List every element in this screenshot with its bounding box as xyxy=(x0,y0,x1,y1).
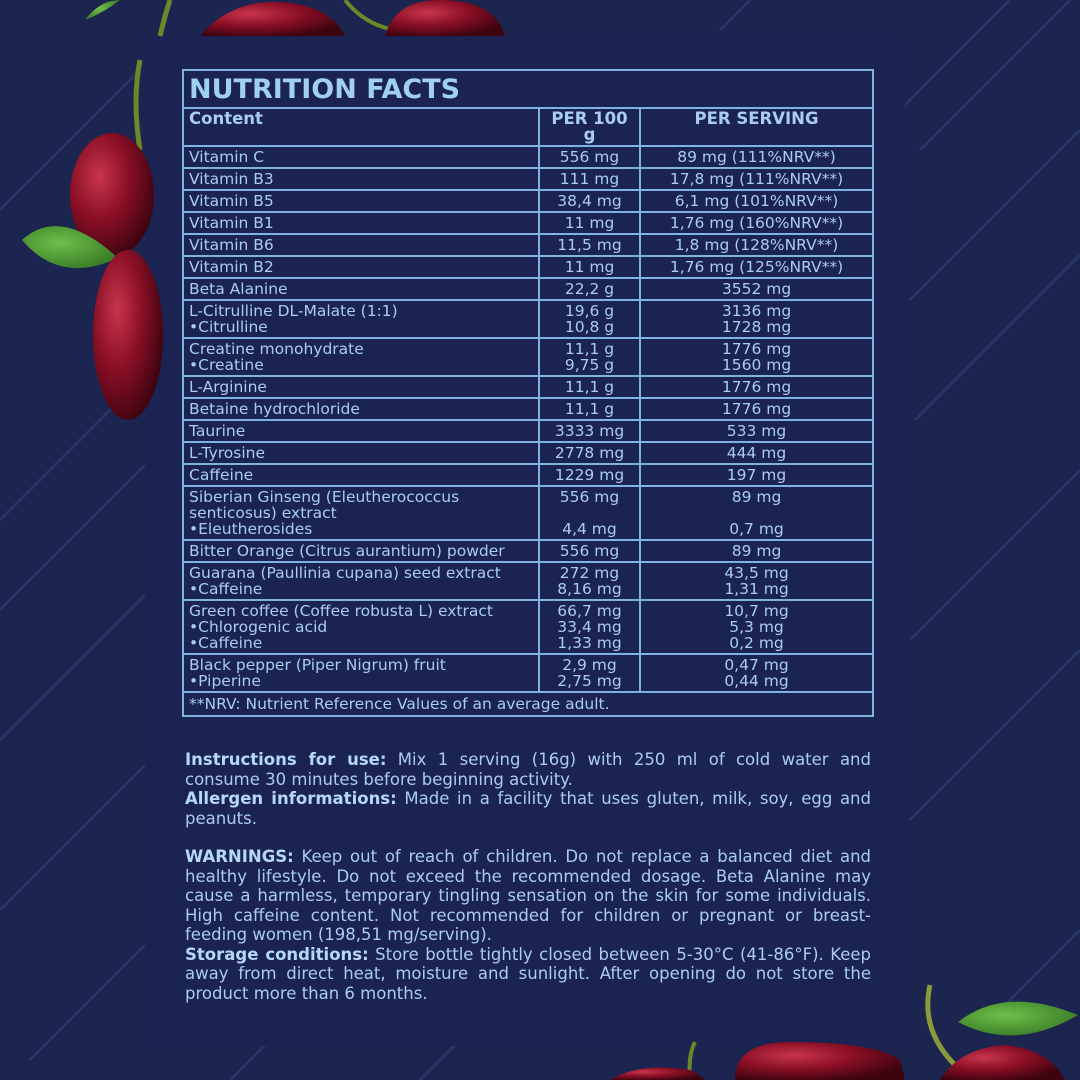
per-100g-cell xyxy=(539,654,640,692)
nutrient-name-line: Siberian Ginseng (Eleutherococcus xyxy=(189,488,460,506)
info-text-block xyxy=(185,750,871,1003)
allergen-text: Made in a facility that uses gluten, milk, soy, egg and peanuts. xyxy=(185,789,871,828)
nutrient-name-cell xyxy=(183,300,539,338)
nutrient-name-line: Creatine monohydrate xyxy=(189,340,364,358)
per-100g-line: 11 mg xyxy=(564,258,615,276)
per-serving-cell xyxy=(640,190,873,212)
per-serving-line: 1,8 mg (128%NRV**) xyxy=(674,236,839,254)
table-row xyxy=(183,376,873,398)
per-100g-line: 556 mg xyxy=(559,148,620,166)
table-row xyxy=(183,212,873,234)
table-row xyxy=(183,562,873,600)
per-100g-line xyxy=(545,505,634,521)
table-row xyxy=(183,442,873,464)
table-row xyxy=(183,464,873,486)
nutrient-name-line: •Citrulline xyxy=(189,318,268,336)
nutrient-name-line: L-Citrulline DL-Malate (1:1) xyxy=(189,302,398,320)
nutrient-name-line: Guarana (Paullinia cupana) seed extract xyxy=(189,564,501,582)
per-serving-line: 1776 mg xyxy=(721,400,792,418)
nutrient-name-cell xyxy=(183,146,539,168)
per-serving-cell xyxy=(640,278,873,300)
per-serving-line: 1728 mg xyxy=(721,318,792,336)
per-serving-cell xyxy=(640,464,873,486)
nutrient-name-cell xyxy=(183,398,539,420)
storage-text: Store bottle tightly closed between 5-30°C (41-86°F). Keep away from direct heat, moisture and sunlight. After opening do not store the product more than 6 months. xyxy=(185,944,871,1003)
per-100g-line: 11,1 g xyxy=(564,340,615,358)
per-100g-cell xyxy=(539,168,640,190)
nutrient-name-cell xyxy=(183,486,539,540)
storage-label: Storage conditions: xyxy=(185,944,369,964)
per-serving-line: 1,31 mg xyxy=(724,580,789,598)
per-100g-cell xyxy=(539,376,640,398)
table-row xyxy=(183,600,873,654)
per-serving-line: 0,7 mg xyxy=(729,520,784,538)
per-serving-line: 89 mg xyxy=(731,542,782,560)
per-100g-cell xyxy=(539,398,640,420)
per-100g-cell xyxy=(539,190,640,212)
per-100g-line: 66,7 mg xyxy=(557,602,622,620)
nutrient-name-line: L-Tyrosine xyxy=(189,444,266,462)
nutrient-name-cell xyxy=(183,600,539,654)
nutrient-name-cell xyxy=(183,256,539,278)
per-100g-line: 1,33 mg xyxy=(557,634,622,652)
per-100g-line: 33,4 mg xyxy=(557,618,622,636)
per-serving-cell xyxy=(640,442,873,464)
nutrient-name-line: •Caffeine xyxy=(189,634,263,652)
per-100g-cell xyxy=(539,442,640,464)
per-serving-cell xyxy=(640,212,873,234)
per-serving-line: 0,44 mg xyxy=(724,672,789,690)
per-serving-cell xyxy=(640,338,873,376)
nutrient-name-cell xyxy=(183,212,539,234)
header-per-100g: PER 100 g xyxy=(539,108,640,146)
allergen-label: Allergen informations: xyxy=(185,789,397,808)
per-serving-line: 197 mg xyxy=(726,466,787,484)
per-serving-cell xyxy=(640,146,873,168)
table-row xyxy=(183,190,873,212)
warnings-paragraph xyxy=(185,847,871,945)
per-serving-line: 89 mg xyxy=(731,488,782,506)
nutrient-name-cell xyxy=(183,376,539,398)
table-row xyxy=(183,168,873,190)
nutrient-name-line: •Piperine xyxy=(189,672,261,690)
per-serving-cell xyxy=(640,256,873,278)
nutrient-name-line: Vitamin B5 xyxy=(189,192,274,210)
table-row xyxy=(183,398,873,420)
warnings-label: WARNINGS: xyxy=(185,847,294,866)
table-row xyxy=(183,146,873,168)
nutrient-name-line: Green coffee (Coffee robusta L) extract xyxy=(189,602,493,620)
storage-paragraph xyxy=(185,945,871,1004)
instructions-paragraph xyxy=(185,750,871,789)
table-row xyxy=(183,654,873,692)
per-serving-line: 6,1 mg (101%NRV**) xyxy=(674,192,839,210)
per-100g-line: 111 mg xyxy=(559,170,620,188)
nutrient-name-line: •Chlorogenic acid xyxy=(189,618,328,636)
table-row xyxy=(183,486,873,540)
per-serving-cell xyxy=(640,540,873,562)
per-100g-cell xyxy=(539,338,640,376)
per-serving-cell xyxy=(640,376,873,398)
nutrient-name-line: •Creatine xyxy=(189,356,264,374)
nutrient-name-line: •Eleutherosides xyxy=(189,520,313,538)
per-100g-cell xyxy=(539,540,640,562)
per-100g-line: 4,4 mg xyxy=(562,520,617,538)
per-serving-line: 3136 mg xyxy=(721,302,792,320)
per-serving-line: 533 mg xyxy=(726,422,787,440)
nutrition-facts-table xyxy=(182,69,874,717)
per-serving-cell xyxy=(640,300,873,338)
per-100g-line: 10,8 g xyxy=(564,318,615,336)
per-100g-cell xyxy=(539,420,640,442)
table-row xyxy=(183,420,873,442)
per-100g-cell xyxy=(539,234,640,256)
per-100g-line: 2,9 mg xyxy=(562,656,617,674)
table-row xyxy=(183,300,873,338)
per-serving-line: 1560 mg xyxy=(721,356,792,374)
table-row xyxy=(183,256,873,278)
nutrient-name-cell xyxy=(183,234,539,256)
left-cherries xyxy=(22,60,163,420)
table-row xyxy=(183,540,873,562)
per-100g-cell xyxy=(539,464,640,486)
per-100g-cell xyxy=(539,486,640,540)
nutrient-name-line: Bitter Orange (Citrus aurantium) powder xyxy=(189,542,505,560)
nutrient-name-line: •Caffeine xyxy=(189,580,263,598)
nutrient-name-line: Caffeine xyxy=(189,466,254,484)
per-serving-cell xyxy=(640,398,873,420)
per-100g-cell xyxy=(539,256,640,278)
nutrient-name-line: Beta Alanine xyxy=(189,280,288,298)
nutrient-name-cell xyxy=(183,168,539,190)
nutrient-name-cell xyxy=(183,464,539,486)
nutrient-name-line: Vitamin B2 xyxy=(189,258,274,276)
nutrient-name-cell xyxy=(183,420,539,442)
per-100g-line: 11,5 mg xyxy=(557,236,622,254)
header-content: Content xyxy=(183,108,539,146)
per-serving-line: 1,76 mg (160%NRV**) xyxy=(669,214,844,232)
nutrient-name-cell xyxy=(183,540,539,562)
per-serving-line: 89 mg (111%NRV**) xyxy=(677,148,836,166)
per-serving-line: 5,3 mg xyxy=(729,618,784,636)
table-row xyxy=(183,234,873,256)
per-serving-line: 1,76 mg (125%NRV**) xyxy=(669,258,844,276)
allergen-paragraph xyxy=(185,789,871,828)
per-serving-line: 43,5 mg xyxy=(724,564,789,582)
instructions-text: Mix 1 serving (16g) with 250 ml of cold water and consume 30 minutes before beginning activity. xyxy=(185,750,871,789)
per-100g-line: 22,2 g xyxy=(564,280,615,298)
per-100g-line: 11,1 g xyxy=(564,400,615,418)
nutrient-name-line: Vitamin B3 xyxy=(189,170,274,188)
nutrient-name-line: senticosus) extract xyxy=(189,504,337,522)
per-serving-line: 0,47 mg xyxy=(724,656,789,674)
nutrient-name-line: Vitamin C xyxy=(189,148,265,166)
per-serving-cell xyxy=(640,654,873,692)
per-100g-line: 556 mg xyxy=(559,542,620,560)
nutrient-name-line: Vitamin B6 xyxy=(189,236,274,254)
per-100g-line: 2,75 mg xyxy=(557,672,622,690)
table-row xyxy=(183,338,873,376)
per-100g-line: 2778 mg xyxy=(554,444,625,462)
per-serving-line: 1776 mg xyxy=(721,378,792,396)
per-serving-cell xyxy=(640,234,873,256)
per-100g-cell xyxy=(539,600,640,654)
top-cherries xyxy=(85,0,505,36)
per-100g-line: 11,1 g xyxy=(564,378,615,396)
per-100g-cell xyxy=(539,300,640,338)
per-100g-line: 8,16 mg xyxy=(557,580,622,598)
per-100g-line: 38,4 mg xyxy=(557,192,622,210)
nutrient-name-line: Black pepper (Piper Nigrum) fruit xyxy=(189,656,446,674)
table-title: NUTRITION FACTS xyxy=(183,70,873,108)
nrv-footnote: **NRV: Nutrient Reference Values of an average adult. xyxy=(183,692,873,716)
per-serving-line: 10,7 mg xyxy=(724,602,789,620)
warnings-text: Keep out of reach of children. Do not replace a balanced diet and healthy lifestyle. Do not exceed the recommended dosage. Beta Alanine may cause a harmless, temporary tingling sensation on the skin for some individuals. High caffeine content. Not recommended for children or pregnant or breast-feeding women (198,51 mg/serving). xyxy=(185,847,871,944)
nutrient-name-cell xyxy=(183,190,539,212)
per-serving-cell xyxy=(640,420,873,442)
per-100g-line: 11 mg xyxy=(564,214,615,232)
nutrient-name-cell xyxy=(183,338,539,376)
nutrient-name-cell xyxy=(183,654,539,692)
per-serving-line: 444 mg xyxy=(726,444,787,462)
nutrient-name-cell xyxy=(183,562,539,600)
per-serving-line: 17,8 mg (111%NRV**) xyxy=(669,170,844,188)
per-100g-line: 3333 mg xyxy=(554,422,625,440)
per-100g-cell xyxy=(539,562,640,600)
instructions-label: Instructions for use: xyxy=(185,750,387,769)
nutrient-name-line: L-Arginine xyxy=(189,378,267,396)
per-serving-line: 1776 mg xyxy=(721,340,792,358)
per-100g-line: 19,6 g xyxy=(564,302,615,320)
per-serving-cell xyxy=(640,168,873,190)
per-serving-line: 0,2 mg xyxy=(729,634,784,652)
per-serving-cell xyxy=(640,600,873,654)
per-100g-line: 9,75 g xyxy=(564,356,615,374)
table-row xyxy=(183,278,873,300)
nutrient-name-line: Vitamin B1 xyxy=(189,214,274,232)
per-100g-line: 1229 mg xyxy=(554,466,625,484)
per-100g-cell xyxy=(539,278,640,300)
per-serving-line: 3552 mg xyxy=(721,280,792,298)
per-100g-cell xyxy=(539,146,640,168)
header-per-serving: PER SERVING xyxy=(640,108,873,146)
nutrient-name-cell xyxy=(183,278,539,300)
nutrient-name-cell xyxy=(183,442,539,464)
per-serving-cell xyxy=(640,562,873,600)
per-serving-cell xyxy=(640,486,873,540)
nutrient-name-line: Betaine hydrochloride xyxy=(189,400,360,418)
per-100g-line: 272 mg xyxy=(559,564,620,582)
per-100g-cell xyxy=(539,212,640,234)
nutrient-name-line: Taurine xyxy=(189,422,246,440)
per-100g-line: 556 mg xyxy=(559,488,620,506)
per-serving-line xyxy=(646,505,867,521)
